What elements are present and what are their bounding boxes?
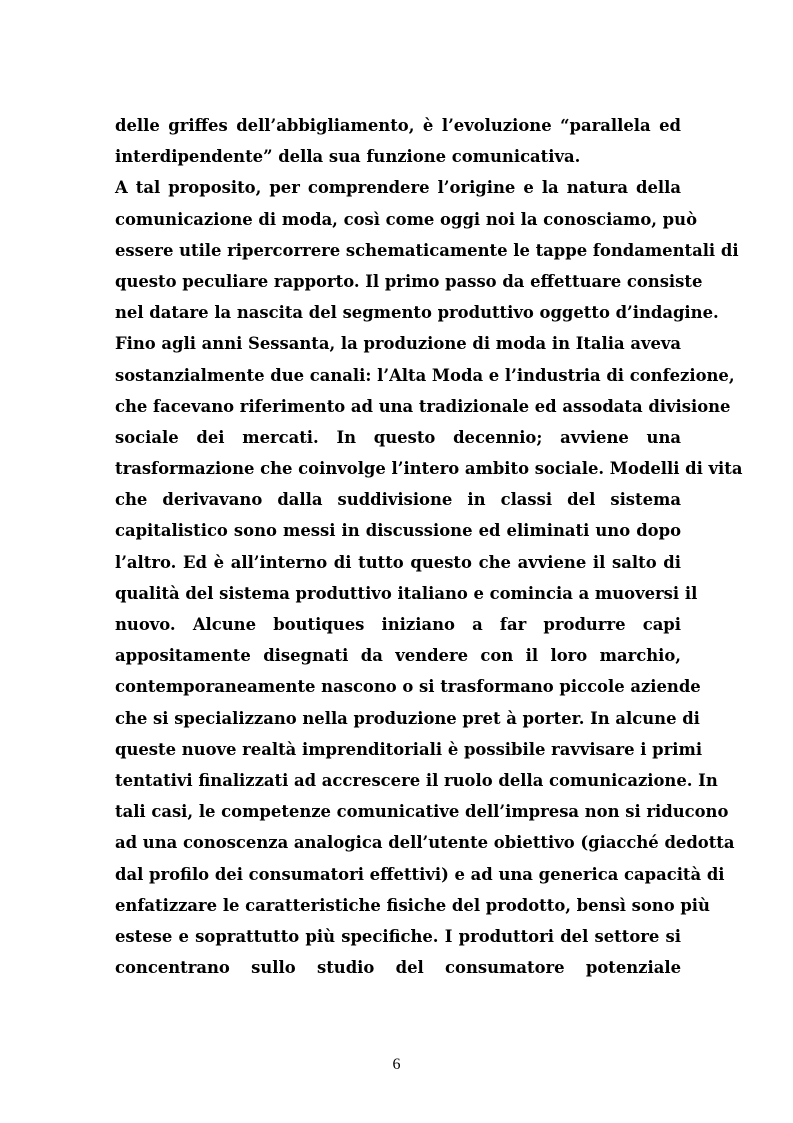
text-line: sociale dei mercati. In questo decennio; avviene una [115,427,681,447]
text-line: comunicazione di moda, così come oggi noi la conosciamo, può [115,209,697,229]
document-body [115,110,743,983]
text-line: enfatizzare le caratteristiche fisiche del prodotto, bensì sono più [115,895,710,915]
text-line: essere utile ripercorrere schematicamente le tappe fondamentali di [115,240,739,260]
text-line: queste nuove realtà imprenditoriali è possibile ravvisare i primi [115,739,703,759]
text-line: nel datare la nascita del segmento produttivo oggetto d’indagine. [115,303,719,323]
text-line: questo peculiare rapporto. Il primo passo da effettuare consiste [115,271,703,291]
text-line: Fino agli anni Sessanta, la produzione di moda in Italia aveva [115,334,682,354]
text-line: tali casi, le competenze comunicative dell’impresa non si riducono [115,802,729,822]
text-line: nuovo. Alcune boutiques iniziano a far produrre capi [115,615,681,634]
text-line: tentativi finalizzati ad accrescere il ruolo della comunicazione. In [115,770,718,790]
text-line: che facevano riferimento ad una tradizionale ed assodata divisione [115,396,731,416]
text-line: appositamente disegnati da vendere con il loro marchio, [115,646,681,666]
text-line: che derivavano dalla suddivisione in classi del sistema [115,490,681,510]
text-line: delle griffes dell’abbigliamento, è l’evoluzione “parallela ed [115,116,681,135]
text-line: che si specializzano nella produzione pret à porter. In alcune di [115,708,700,728]
text-line: estese e soprattutto più specifiche. I produttori del settore si [115,926,681,946]
text-line: concentrano sullo studio del consumatore potenziale [115,958,681,978]
text-line: ad una conoscenza analogica dell’utente obiettivo (giacché dedotta [115,833,735,853]
text-line: dal profilo dei consumatori effettivi) e ad una generica capacità di [115,864,725,884]
text-line: sostanzialmente due canali: l’Alta Moda e l’industria di confezione, [115,365,735,385]
text-line: l’altro. Ed è all’interno di tutto questo che avviene il salto di [115,552,681,572]
text-line: trasformazione che coinvolge l’intero ambito sociale. Modelli di vita [115,459,743,479]
text-line: interdipendente” della sua funzione comunicativa. [115,147,581,167]
text-line: qualità del sistema produttivo italiano e comincia a muoversi il [115,583,698,603]
text-line: capitalistico sono messi in discussione ed eliminati uno dopo [115,521,681,541]
text-line: contemporaneamente nascono o si trasformano piccole aziende [115,677,701,697]
page-number: 6 [392,1056,401,1073]
text-line: A tal proposito, per comprendere l’origine e la natura della [115,178,681,198]
